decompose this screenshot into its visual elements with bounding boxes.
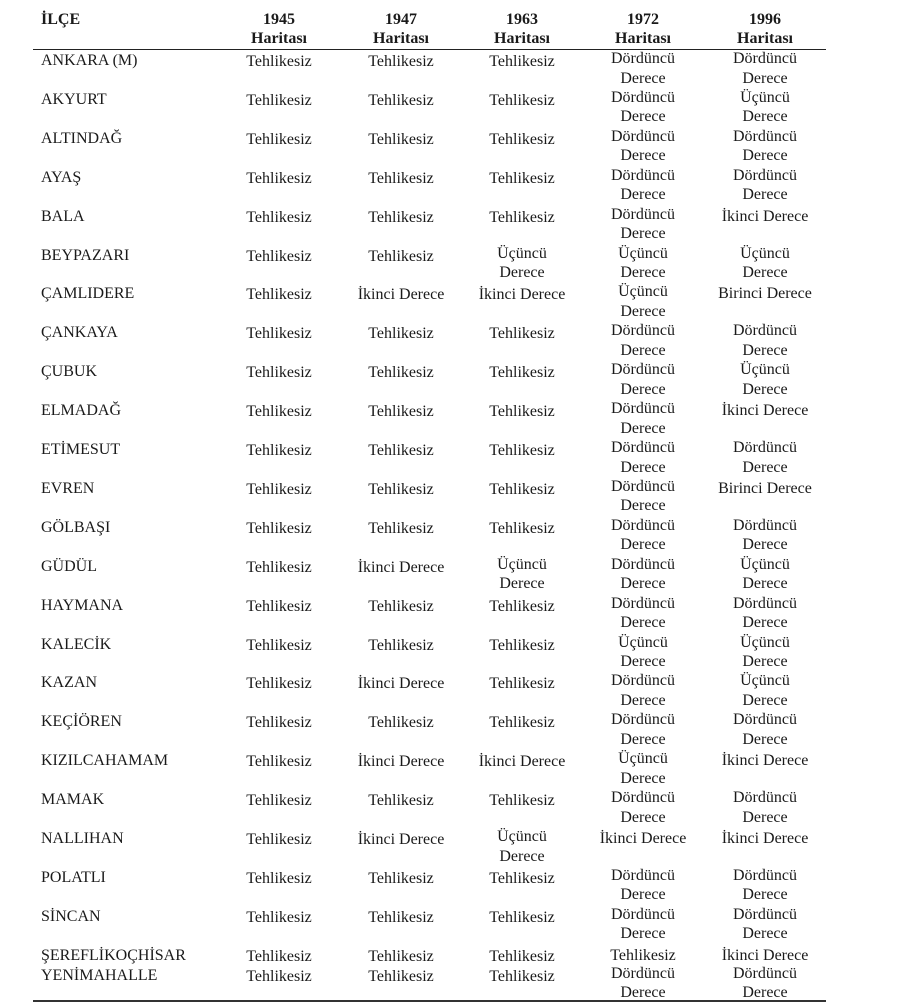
zone-cell-1963: Tehlikesiz (489, 130, 555, 148)
zone-cell-1947: Tehlikesiz (368, 247, 434, 265)
header-label: İLÇE (41, 11, 81, 28)
zone-cell-1996 (704, 244, 826, 283)
zone-label-line2: Derece (742, 264, 788, 281)
zone-cell-1947: Tehlikesiz (368, 403, 434, 421)
zone-cell-1945: Tehlikesiz (246, 247, 312, 265)
zone-cell-1972 (583, 710, 703, 749)
zone-cell-1963 (462, 244, 582, 283)
zone-cell-1972 (583, 633, 703, 672)
zone-cell-1972 (583, 49, 703, 88)
header-sub: Haritası (373, 30, 429, 47)
earthquake-zone-table (33, 0, 826, 1002)
zone-cell-1972 (583, 671, 703, 710)
zone-cell-1947: Tehlikesiz (368, 519, 434, 537)
zone-cell-1972 (583, 594, 703, 633)
zone-label-line1: Dördüncü (611, 964, 675, 982)
zone-cell-1963 (462, 555, 582, 594)
zone-cell-1947: Tehlikesiz (368, 597, 434, 615)
ilce-name: SİNCAN (41, 907, 101, 925)
ilce-name: GÜDÜL (41, 557, 97, 575)
zone-cell-1945: Tehlikesiz (246, 53, 312, 70)
zone-cell-1945: Tehlikesiz (246, 908, 312, 926)
zone-cell-1963: Tehlikesiz (489, 403, 555, 421)
zone-label-line1: Dördüncü (733, 127, 797, 145)
zone-label-line1: Dördüncü (733, 594, 797, 612)
zone-cell-1947: Tehlikesiz (368, 869, 434, 887)
zone-cell-1972: Tehlikesiz (610, 946, 676, 964)
zone-cell-1972 (583, 477, 703, 516)
header-1945 (219, 10, 339, 48)
zone-label-line1: Dördüncü (611, 205, 675, 223)
header-year: 1947 (385, 11, 417, 28)
ilce-name: KAZAN (41, 674, 97, 692)
zone-label-line1: Üçüncü (740, 555, 790, 573)
zone-cell-1972 (583, 244, 703, 283)
zone-label-line1: Dördüncü (611, 88, 675, 106)
zone-label-line2: Derece (742, 69, 788, 87)
header-ilce (41, 10, 80, 29)
zone-cell-1996 (704, 710, 826, 749)
zone-label-line1: Dördüncü (733, 905, 797, 923)
zone-cell-1945: Tehlikesiz (246, 169, 312, 187)
zone-label-line1: Dördüncü (611, 789, 675, 807)
zone-label-line1: Üçüncü (740, 88, 790, 106)
zone-cell-1996 (704, 127, 826, 166)
zone-cell-1945: Tehlikesiz (246, 947, 312, 965)
zone-label-line2: Derece (620, 380, 666, 398)
zone-label-line2: Derece (742, 984, 788, 1002)
zone-cell-1963: Tehlikesiz (489, 53, 555, 70)
zone-cell-1963: Tehlikesiz (489, 947, 555, 965)
zone-cell-1945: Tehlikesiz (246, 714, 312, 732)
zone-label-line2: Derece (499, 264, 545, 281)
header-year: 1996 (749, 11, 781, 28)
ilce-name: POLATLI (41, 868, 106, 886)
zone-label-line2: Derece (742, 458, 788, 476)
ilce-name: KIZILCAHAMAM (41, 752, 169, 770)
header-sub: Haritası (251, 30, 307, 47)
zone-cell-1963 (462, 827, 582, 866)
zone-cell-1996 (704, 438, 826, 477)
zone-label-line2: Derece (620, 614, 666, 632)
zone-cell-1972 (583, 127, 703, 166)
zone-cell-1945: Tehlikesiz (246, 325, 312, 343)
zone-label-line1: Dördüncü (733, 866, 797, 884)
zone-cell-1996 (704, 516, 826, 555)
zone-cell-1947: Tehlikesiz (368, 53, 434, 70)
zone-cell-1945: Tehlikesiz (246, 597, 312, 615)
ilce-name: ÇANKAYA (41, 324, 118, 342)
zone-cell-1945: Tehlikesiz (246, 636, 312, 654)
zone-cell-1972 (583, 205, 703, 244)
zone-cell-1996: İkinci Derece (721, 207, 809, 225)
zone-label-line1: Dördüncü (611, 516, 675, 534)
zone-label-line1: Üçüncü (497, 828, 547, 845)
zone-cell-1945: Tehlikesiz (246, 753, 312, 771)
zone-label-line2: Derece (620, 886, 666, 904)
zone-label-line2: Derece (620, 691, 666, 709)
zone-cell-1996 (704, 49, 826, 88)
zone-label-line1: Dördüncü (611, 672, 675, 690)
ilce-name: HAYMANA (41, 596, 124, 614)
zone-label-line2: Derece (742, 147, 788, 165)
zone-cell-1963: Tehlikesiz (489, 597, 555, 615)
zone-label-line1: Dördüncü (611, 866, 675, 884)
zone-cell-1947: Tehlikesiz (368, 208, 434, 226)
ilce-name: ŞEREFLİKOÇHİSAR (41, 946, 186, 964)
zone-cell-1945: Tehlikesiz (246, 675, 312, 693)
table-bottom-rule (33, 1000, 826, 1002)
zone-cell-1963: Tehlikesiz (489, 675, 555, 693)
zone-cell-1947: Tehlikesiz (368, 792, 434, 810)
zone-label-line2: Derece (620, 264, 666, 281)
zone-label-line1: Üçüncü (740, 672, 790, 690)
ilce-name: ÇAMLIDERE (41, 285, 135, 303)
zone-label-line2: Derece (742, 653, 788, 670)
zone-cell-1963: Tehlikesiz (489, 480, 555, 498)
zone-label-line1: Üçüncü (618, 750, 668, 768)
header-1947 (341, 10, 461, 48)
zone-cell-1996: İkinci Derece (721, 752, 809, 770)
header-sub: Haritası (737, 30, 793, 47)
ilce-name: EVREN (41, 479, 95, 497)
zone-cell-1963: İkinci Derece (478, 286, 566, 304)
header-year: 1945 (263, 11, 295, 28)
zone-label-line1: Dördüncü (611, 905, 675, 923)
zone-label-line2: Derece (742, 925, 788, 943)
zone-label-line2: Derece (742, 341, 788, 359)
zone-cell-1947: Tehlikesiz (368, 967, 434, 985)
zone-cell-1996: İkinci Derece (721, 830, 809, 847)
zone-cell-1972 (583, 321, 703, 360)
zone-label-line2: Derece (620, 653, 666, 670)
ilce-name: BEYPAZARI (41, 246, 130, 264)
zone-label-line2: Derece (742, 536, 788, 554)
zone-label-line2: Derece (620, 536, 666, 554)
zone-label-line1: Dördüncü (733, 166, 797, 184)
zone-label-line1: Dördüncü (611, 711, 675, 729)
zone-label-line2: Derece (620, 419, 666, 437)
zone-cell-1963: Tehlikesiz (489, 869, 555, 887)
zone-cell-1947: Tehlikesiz (368, 442, 434, 459)
ilce-name: AYAŞ (41, 168, 82, 186)
zone-cell-1963: Tehlikesiz (489, 364, 555, 382)
zone-cell-1945: Tehlikesiz (246, 130, 312, 148)
zone-label-line2: Derece (620, 925, 666, 943)
zone-cell-1947: Tehlikesiz (368, 636, 434, 654)
zone-cell-1947: Tehlikesiz (368, 325, 434, 343)
zone-cell-1963: Tehlikesiz (489, 169, 555, 187)
zone-cell-1996 (704, 866, 826, 905)
zone-cell-1963: Tehlikesiz (489, 714, 555, 732)
zone-label-line2: Derece (620, 108, 666, 126)
zone-label-line2: Derece (620, 769, 666, 787)
zone-label-line1: Üçüncü (497, 555, 547, 573)
zone-cell-1947: Tehlikesiz (368, 364, 434, 382)
zone-cell-1945: Tehlikesiz (246, 91, 312, 109)
zone-cell-1996 (704, 671, 826, 710)
ilce-name: KEÇİÖREN (41, 713, 122, 731)
zone-cell-1996 (704, 166, 826, 205)
zone-cell-1945: Tehlikesiz (246, 519, 312, 537)
zone-cell-1945: Tehlikesiz (246, 869, 312, 887)
zone-cell-1996 (704, 788, 826, 827)
zone-label-line2: Derece (620, 186, 666, 204)
zone-label-line1: Dördüncü (733, 322, 797, 340)
zone-label-line1: Dördüncü (611, 555, 675, 573)
zone-cell-1972 (583, 282, 703, 321)
zone-cell-1945: Tehlikesiz (246, 403, 312, 421)
header-1996 (704, 10, 826, 48)
ilce-name: ETİMESUT (41, 441, 121, 458)
zone-cell-1996 (704, 964, 826, 1003)
zone-cell-1945: Tehlikesiz (246, 442, 312, 459)
zone-cell-1947: İkinci Derece (357, 831, 445, 848)
zone-label-line2: Derece (742, 691, 788, 709)
ilce-name: AKYURT (41, 90, 107, 108)
zone-cell-1963: Tehlikesiz (489, 325, 555, 343)
zone-label-line2: Derece (742, 614, 788, 632)
ilce-name: ELMADAĞ (41, 402, 121, 420)
zone-label-line2: Derece (742, 186, 788, 204)
ilce-name: YENİMAHALLE (41, 966, 158, 984)
zone-label-line1: Dördüncü (733, 516, 797, 534)
zone-label-line1: Dördüncü (733, 789, 797, 807)
zone-cell-1996: İkinci Derece (721, 946, 809, 964)
zone-cell-1947: Tehlikesiz (368, 91, 434, 109)
zone-cell-1972 (583, 166, 703, 205)
zone-cell-1963: İkinci Derece (478, 753, 566, 771)
zone-label-line1: Dördüncü (611, 594, 675, 612)
zone-label-line1: Üçüncü (618, 244, 668, 262)
zone-label-line1: Dördüncü (611, 439, 675, 456)
zone-cell-1972 (583, 905, 703, 944)
zone-cell-1945: Tehlikesiz (246, 480, 312, 498)
zone-cell-1972 (583, 399, 703, 438)
zone-label-line2: Derece (499, 847, 545, 865)
zone-label-line2: Derece (620, 808, 666, 826)
zone-cell-1945: Tehlikesiz (246, 792, 312, 810)
zone-label-line1: Üçüncü (740, 633, 790, 651)
zone-cell-1996 (704, 594, 826, 633)
zone-cell-1972 (583, 516, 703, 555)
ilce-name: MAMAK (41, 791, 105, 809)
zone-label-line1: Dördüncü (733, 711, 797, 729)
zone-label-line1: Dördüncü (611, 400, 675, 418)
zone-cell-1947: Tehlikesiz (368, 908, 434, 926)
zone-label-line1: Dördüncü (611, 166, 675, 184)
zone-label-line2: Derece (499, 575, 545, 593)
zone-label-line2: Derece (620, 575, 666, 593)
header-1963 (462, 10, 582, 48)
zone-label-line1: Dördüncü (611, 322, 675, 340)
zone-cell-1996 (704, 905, 826, 944)
header-sub: Haritası (615, 30, 671, 47)
zone-cell-1945: Tehlikesiz (246, 286, 312, 304)
zone-cell-1972 (583, 555, 703, 594)
zone-cell-1963: Tehlikesiz (489, 519, 555, 537)
ilce-name: BALA (41, 207, 85, 225)
zone-cell-1947: İkinci Derece (357, 558, 445, 576)
zone-cell-1996: İkinci Derece (721, 402, 809, 420)
zone-cell-1972 (583, 88, 703, 127)
table-header (33, 0, 826, 50)
zone-cell-1996 (704, 633, 826, 672)
zone-label-line1: Dördüncü (611, 50, 675, 67)
zone-label-line1: Üçüncü (740, 361, 790, 379)
header-year: 1972 (627, 11, 659, 28)
zone-label-line2: Derece (620, 302, 666, 320)
zone-label-line2: Derece (742, 108, 788, 126)
ilce-name: KALECİK (41, 635, 112, 653)
zone-label-line2: Derece (620, 984, 666, 1002)
zone-label-line2: Derece (742, 575, 788, 593)
zone-cell-1947: İkinci Derece (357, 753, 445, 771)
zone-cell-1947: İkinci Derece (357, 675, 445, 693)
zone-label-line1: Üçüncü (618, 283, 668, 301)
zone-label-line2: Derece (742, 730, 788, 748)
zone-cell-1972 (583, 360, 703, 399)
zone-label-line1: Dördüncü (611, 477, 675, 495)
zone-cell-1945: Tehlikesiz (246, 208, 312, 226)
zone-cell-1996 (704, 555, 826, 594)
zone-label-line1: Dördüncü (733, 50, 797, 67)
zone-cell-1963: Tehlikesiz (489, 636, 555, 654)
zone-label-line2: Derece (620, 730, 666, 748)
zone-cell-1945: Tehlikesiz (246, 558, 312, 576)
header-1972 (583, 10, 703, 48)
zone-cell-1945: Tehlikesiz (246, 831, 312, 848)
zone-cell-1996 (704, 321, 826, 360)
zone-label-line2: Derece (620, 69, 666, 87)
zone-label-line1: Üçüncü (740, 244, 790, 262)
zone-label-line1: Dördüncü (611, 361, 675, 379)
zone-cell-1996 (704, 360, 826, 399)
zone-cell-1972 (583, 964, 703, 1003)
ilce-name: ÇUBUK (41, 363, 98, 381)
zone-cell-1947: Tehlikesiz (368, 714, 434, 732)
zone-cell-1972 (583, 438, 703, 477)
zone-cell-1963: Tehlikesiz (489, 442, 555, 459)
ilce-name: GÖLBAŞI (41, 518, 111, 536)
zone-label-line1: Üçüncü (618, 633, 668, 651)
zone-label-line2: Derece (620, 341, 666, 359)
header-year: 1963 (506, 11, 538, 28)
ilce-name: ANKARA (M) (41, 52, 138, 69)
zone-cell-1945: Tehlikesiz (246, 364, 312, 382)
zone-cell-1947: İkinci Derece (357, 286, 445, 304)
zone-cell-1947: Tehlikesiz (368, 169, 434, 187)
zone-label-line2: Derece (620, 497, 666, 515)
zone-cell-1947: Tehlikesiz (368, 947, 434, 965)
zone-label-line2: Derece (742, 886, 788, 904)
zone-cell-1972 (583, 788, 703, 827)
zone-label-line2: Derece (620, 458, 666, 476)
zone-cell-1963: Tehlikesiz (489, 91, 555, 109)
zone-cell-1947: Tehlikesiz (368, 480, 434, 498)
zone-cell-1963: Tehlikesiz (489, 208, 555, 226)
zone-label-line2: Derece (742, 808, 788, 826)
zone-cell-1996: Birinci Derece (718, 285, 812, 303)
zone-label-line2: Derece (742, 380, 788, 398)
zone-cell-1996 (704, 88, 826, 127)
header-sub: Haritası (494, 30, 550, 47)
zone-label-line1: Dördüncü (733, 964, 797, 982)
zone-cell-1972 (583, 866, 703, 905)
zone-cell-1972: İkinci Derece (599, 830, 687, 847)
zone-cell-1963: Tehlikesiz (489, 967, 555, 985)
zone-label-line1: Dördüncü (611, 127, 675, 145)
ilce-name: ALTINDAĞ (41, 129, 123, 147)
zone-cell-1947: Tehlikesiz (368, 130, 434, 148)
zone-cell-1945: Tehlikesiz (246, 967, 312, 985)
zone-cell-1963: Tehlikesiz (489, 792, 555, 810)
zone-label-line2: Derece (620, 225, 666, 243)
zone-cell-1963: Tehlikesiz (489, 908, 555, 926)
zone-label-line1: Üçüncü (497, 244, 547, 262)
zone-cell-1972 (583, 749, 703, 788)
zone-label-line1: Dördüncü (733, 439, 797, 456)
zone-label-line2: Derece (620, 147, 666, 165)
zone-cell-1996: Birinci Derece (718, 479, 812, 497)
ilce-name: NALLIHAN (41, 830, 124, 847)
